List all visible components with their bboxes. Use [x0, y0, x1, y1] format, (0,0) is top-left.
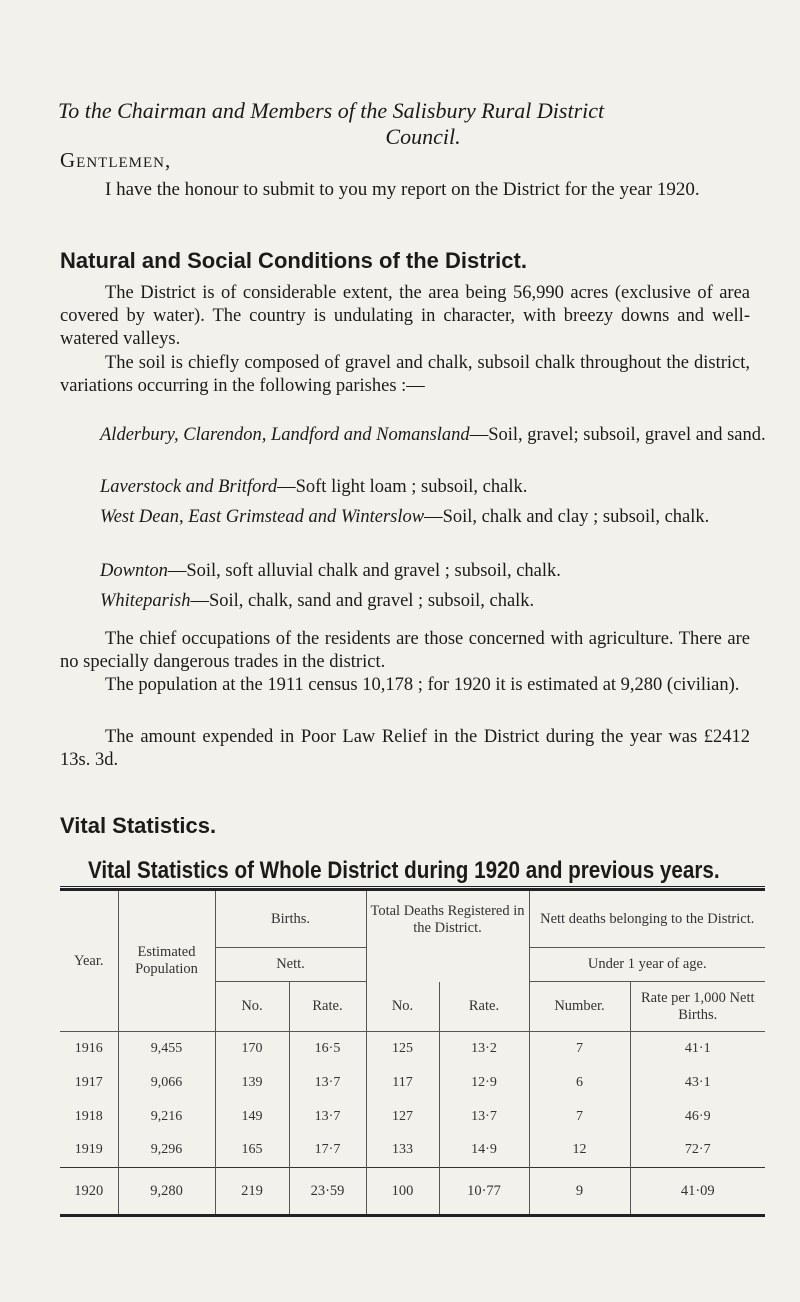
header-births: Births.: [215, 890, 366, 948]
header-deaths-rate: Rate.: [439, 982, 529, 1032]
soil-entry: [100, 506, 768, 528]
soil-description: —Soft light loam ; subsoil, chalk.: [277, 477, 528, 497]
header-year: Year.: [60, 890, 118, 1032]
cell-deaths-rate: 10·77: [439, 1168, 529, 1216]
cell-births-no: 170: [215, 1032, 289, 1066]
cell-infant-rate: 41·09: [630, 1168, 765, 1216]
cell-infant-rate: 46·9: [630, 1100, 765, 1134]
cell-infant-number: 12: [529, 1134, 630, 1168]
intro-paragraph: I have the honour to submit to you my report on the District for the year 1920.: [105, 179, 700, 200]
paragraph-population: The population at the 1911 census 10,178 ; for 1920 it is estimated at 9,280 (civilian).: [105, 675, 740, 695]
paragraph-soil: The soil is chiefly composed of gravel and chalk, subsoil chalk throughout the district, variations occurring in the following parishes :—: [60, 353, 750, 396]
soil-entry: [100, 424, 768, 446]
cell-population: 9,455: [118, 1032, 215, 1066]
cell-births-no: 219: [215, 1168, 289, 1216]
cell-births-rate: 13·7: [289, 1100, 366, 1134]
table-title: Vital Statistics of Whole District during 1920 and previous years.: [88, 857, 720, 884]
header-population: Estimated Population: [118, 890, 215, 1032]
paragraph-area: The District is of considerable extent, the area being 56,990 acres (exclusive of area covered by water). The country is undulating in character, with breezy downs and well-watered valleys.: [60, 283, 750, 349]
table-row: [60, 1032, 765, 1066]
cell-births-no: 165: [215, 1134, 289, 1168]
cell-deaths-rate: 14·9: [439, 1134, 529, 1168]
header-births-rate: Rate.: [289, 982, 366, 1032]
header-nett: Nett.: [215, 948, 366, 982]
table-row-1920: [60, 1168, 765, 1216]
cell-population: 9,216: [118, 1100, 215, 1134]
cell-population: 9,280: [118, 1168, 215, 1216]
cell-infant-number: 6: [529, 1066, 630, 1100]
cell-deaths-rate: 13·2: [439, 1032, 529, 1066]
soil-parishes: Whiteparish: [100, 591, 191, 611]
paragraph-poor-law: The amount expended in Poor Law Relief in the District during the year was £2412 13s. 3d.: [60, 727, 750, 770]
section-heading-vital: Vital Statistics.: [60, 813, 217, 838]
header-deaths-no: No.: [366, 982, 439, 1032]
cell-deaths-no: 100: [366, 1168, 439, 1216]
cell-deaths-rate: 13·7: [439, 1100, 529, 1134]
table-row: [60, 1134, 765, 1168]
soil-description: —Soil, gravel; subsoil, gravel and sand.: [469, 425, 766, 445]
cell-infant-rate: 72·7: [630, 1134, 765, 1168]
cell-year: 1919: [74, 1142, 103, 1158]
cell-year: 1920: [74, 1182, 104, 1199]
header-total-deaths: Total Deaths Registered in the District.: [366, 890, 529, 982]
soil-description: —Soil, chalk and clay ; subsoil, chalk.: [424, 507, 710, 527]
cell-deaths-no: 133: [366, 1134, 439, 1168]
cell-infant-rate: 43·1: [630, 1066, 765, 1100]
table-title-underline: [60, 886, 765, 887]
cell-year: 1916: [74, 1040, 103, 1056]
header-births-no: No.: [215, 982, 289, 1032]
soil-entry: [100, 476, 768, 498]
header-under-1: Under 1 year of age.: [529, 948, 765, 982]
paragraph-occupations: The chief occupations of the residents are those concerned with agriculture. There are no specially dangerous trades in the district.: [60, 629, 750, 672]
cell-year: 1917: [74, 1074, 103, 1090]
table-row: [60, 1100, 765, 1134]
cell-infant-number: 9: [529, 1168, 630, 1216]
soil-parishes: Laverstock and Britford: [100, 477, 278, 497]
section-heading-natural: Natural and Social Conditions of the District.: [60, 248, 527, 273]
cell-births-rate: 17·7: [289, 1134, 366, 1168]
cell-year: 1918: [74, 1108, 103, 1124]
cell-births-rate: 23·59: [289, 1168, 366, 1216]
header-nett-deaths: Nett deaths belonging to the District.: [529, 890, 765, 948]
cell-infant-rate: 41·1: [630, 1032, 765, 1066]
address-heading: [58, 98, 758, 150]
cell-deaths-rate: 12·9: [439, 1066, 529, 1100]
header-infant-number: Number.: [529, 982, 630, 1032]
soil-parishes: Downton: [100, 561, 168, 581]
table-row: [60, 1066, 765, 1100]
address-line-1: To the Chairman and Members of the Salisbury Rural District: [58, 98, 605, 123]
soil-description: —Soil, soft alluvial chalk and gravel ; subsoil, chalk.: [167, 561, 561, 581]
soil-entry: [100, 590, 768, 612]
cell-deaths-no: 125: [366, 1032, 439, 1066]
header-infant-rate: Rate per 1,000 Nett Births.: [630, 982, 765, 1032]
cell-population: 9,296: [118, 1134, 215, 1168]
cell-infant-number: 7: [529, 1032, 630, 1066]
salutation: Gentlemen,: [60, 148, 172, 172]
soil-parishes: Alderbury, Clarendon, Landford and Nomansland: [100, 425, 470, 445]
soil-entry: [100, 560, 768, 582]
soil-description: —Soil, chalk, sand and gravel ; subsoil, chalk.: [190, 591, 535, 611]
cell-births-rate: 16·5: [289, 1032, 366, 1066]
cell-deaths-no: 127: [366, 1100, 439, 1134]
cell-deaths-no: 117: [366, 1066, 439, 1100]
soil-parishes: West Dean, East Grimstead and Winterslow: [100, 507, 425, 527]
cell-population: 9,066: [118, 1066, 215, 1100]
vital-statistics-table: [60, 888, 765, 1217]
cell-infant-number: 7: [529, 1100, 630, 1134]
cell-births-no: 139: [215, 1066, 289, 1100]
cell-births-rate: 13·7: [289, 1066, 366, 1100]
cell-births-no: 149: [215, 1100, 289, 1134]
address-line-2: Council.: [385, 124, 461, 149]
